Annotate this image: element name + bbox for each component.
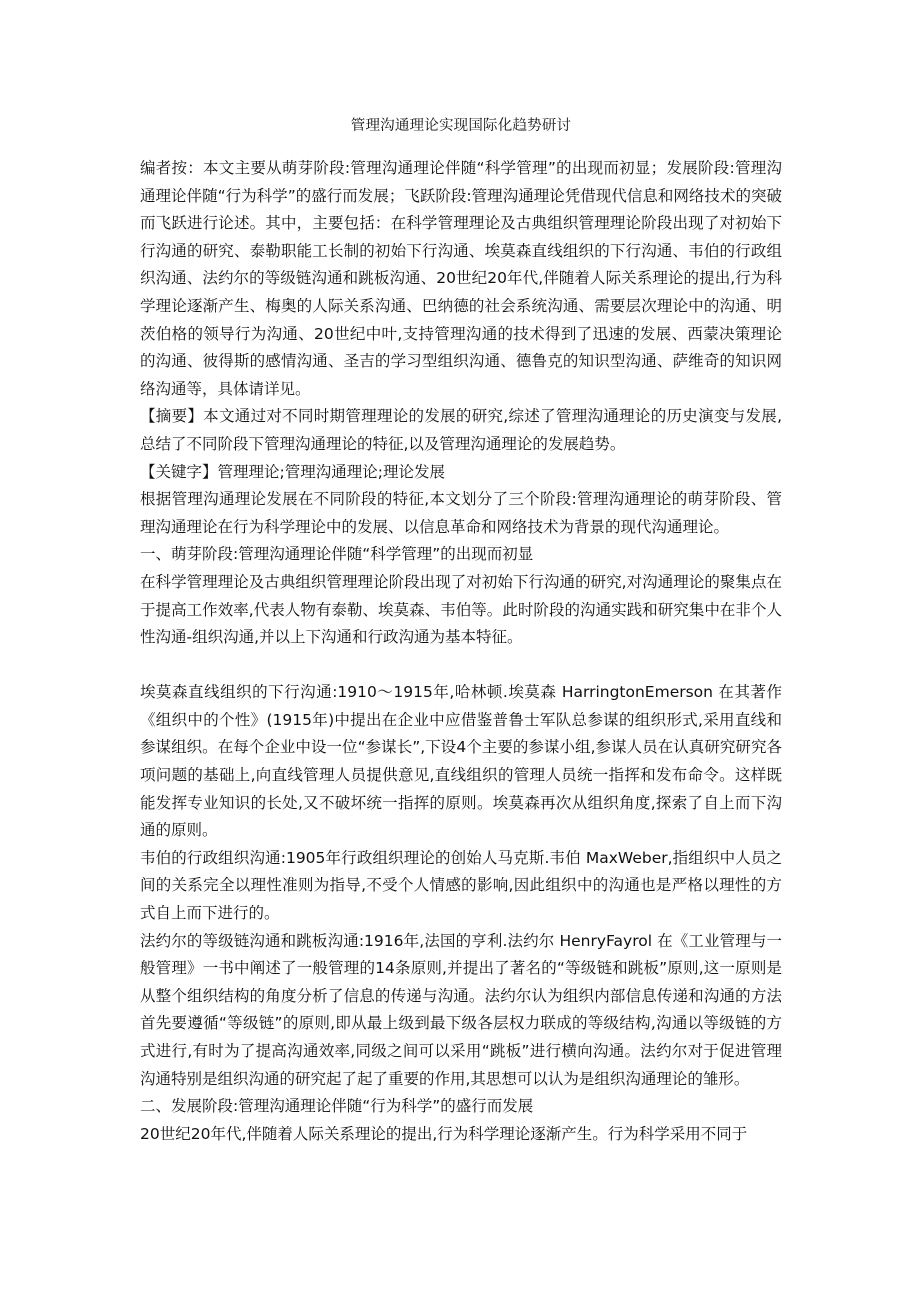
emerson-paragraph: 埃莫森直线组织的下行沟通:1910～1915年,哈林顿.埃莫森 HarringtonEmerson 在其著作《组织中的个性》(1915年)中提出在企业中应借鉴普鲁士军队总参谋的组织形式,采用直线和参谋组织。在每个企业中设一位“参谋长”,下设4个主要的参谋小组,参谋人员在认真研究研究各项问题的基础上,向直线管理人员提供意见,直线组织的管理人员统一指挥和发布命令。这样既能发挥专业知识的长处,又不破坏统一指挥的原则。埃莫森再次从组织角度,探索了自上而下沟通的原则。 (140, 683, 782, 840)
keywords-paragraph: 【关键字】管理理论;管理沟通理论;理论发展 (140, 462, 445, 481)
editor-note-paragraph: 编者按：本文主要从萌芽阶段:管理沟通理论伴随“科学管理”的出现而初显；发展阶段:管理沟通理论伴随“行为科学”的盛行而发展；飞跃阶段:管理沟通理论凭借现代信息和网络技术的突破而飞跃进行论述。其中，主要包括：在科学管理理论及古典组织管理理论阶段出现了对初始下行沟通的研究、泰勒职能工长制的初始下行沟通、埃莫森直线组织的下行沟通、韦伯的行政组织沟通、法约尔的等级链沟通和跳板沟通、20世纪20年代,伴随着人际关系理论的提出,行为科学理论逐渐产生、梅奥的人际关系沟通、巴纳德的社会系统沟通、需要层次理论中的沟通、明茨伯格的领导行为沟通、20世纪中叶,支持管理沟通的技术得到了迅速的发展、西蒙决策理论的沟通、彼得斯的感情沟通、圣吉的学习型组织沟通、德鲁克的知识型沟通、萨维奇的知识网络沟通等，具体请详见。 (140, 159, 782, 398)
section-1-paragraph: 在科学管理理论及古典组织管理理论阶段出现了对初始下行沟通的研究,对沟通理论的聚集点在于提高工作效率,代表人物有泰勒、埃莫森、韦伯等。此时阶段的沟通实践和研究集中在非个人性沟通-组织沟通,并以上下沟通和行政沟通为基本特征。 (140, 572, 782, 647)
section-2-heading: 二、发展阶段:管理沟通理论伴随“行为科学”的盛行而发展 (140, 1097, 534, 1116)
section-2-paragraph: 20世纪20年代,伴随着人际关系理论的提出,行为科学理论逐渐产生。行为科学采用不同于 (140, 1124, 748, 1143)
blank-line (140, 652, 782, 680)
document-title: 管理沟通理论实现国际化趋势研讨 (350, 118, 572, 134)
document-body (140, 155, 782, 1148)
fayol-paragraph: 法约尔的等级链沟通和跳板沟通:1916年,法国的亨利.法约尔 HenryFayrol 在《工业管理与一般管理》一书中阐述了一般管理的14条原则,并提出了著名的“等级链和跳板”原则,这一原则是从整个组织结构的角度分析了信息的传递与沟通。法约尔认为组织内部信息传递和沟通的方法首先要遵循“等级链”的原则,即从最上级到最下级各层权力联成的等级结构,沟通以等级链的方式进行,有时为了提高沟通效率,同级之间可以采用“跳板”进行横向沟通。法约尔对于促进管理沟通特别是组织沟通的研究起了起了重要的作用,其思想可以认为是组织沟通理论的雏形。 (140, 931, 782, 1088)
intro-paragraph: 根据管理沟通理论发展在不同阶段的特征,本文划分了三个阶段:管理沟通理论的萌芽阶段、管理沟通理论在行为科学理论中的发展、以信息革命和网络技术为背景的现代沟通理论。 (140, 490, 782, 536)
abstract-paragraph: 【摘要】本文通过对不同时期管理理论的发展的研究,综述了管理沟通理论的历史演变与发展,总结了不同阶段下管理沟通理论的特征,以及管理沟通理论的发展趋势。 (140, 407, 782, 453)
section-1-heading: 一、萌芽阶段:管理沟通理论伴随“科学管理”的出现而初显 (140, 545, 534, 564)
weber-paragraph: 韦伯的行政组织沟通:1905年行政组织理论的创始人马克斯.韦伯 MaxWeber,指组织中人员之间的关系完全以理性准则为指导,不受个人情感的影响,因此组织中的沟通也是严格以理性的方式自上而下进行的。 (140, 848, 782, 923)
